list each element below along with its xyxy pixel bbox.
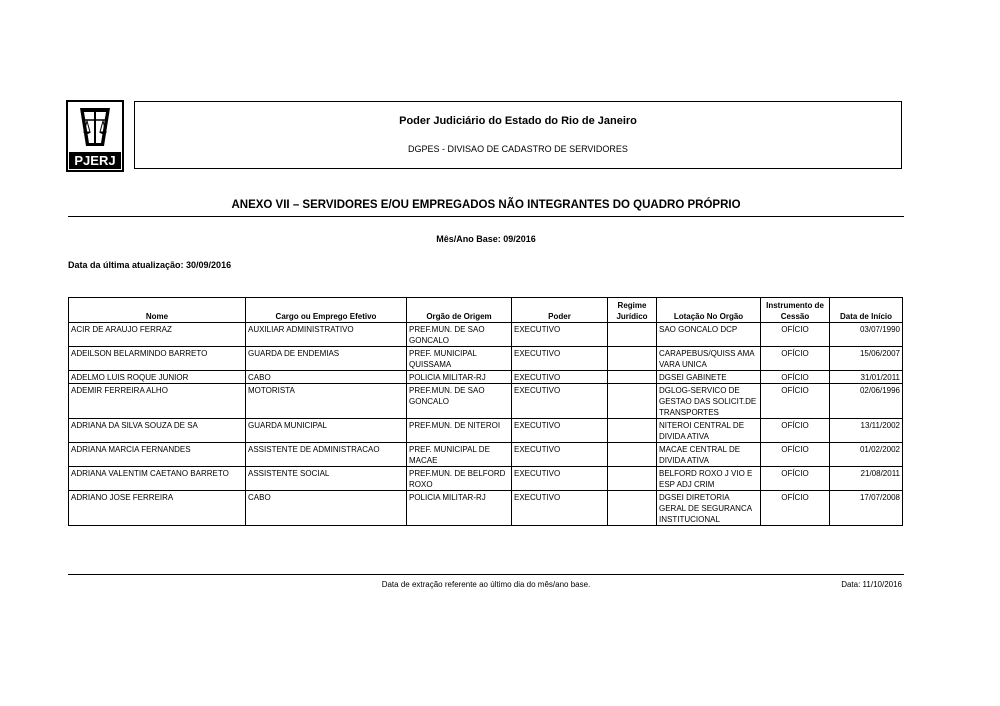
cell-lotacao: MACAE CENTRAL DE DIVIDA ATIVA bbox=[657, 443, 761, 467]
cell-regime bbox=[608, 371, 657, 384]
cell-regime bbox=[608, 467, 657, 491]
cell-nome: ACIR DE ARAUJO FERRAZ bbox=[69, 323, 246, 347]
cell-regime bbox=[608, 384, 657, 419]
cell-instrumento: OFÍCIO bbox=[761, 384, 830, 419]
cell-lotacao: CARAPEBUS/QUISS AMA VARA UNICA bbox=[657, 347, 761, 371]
cell-cargo: CABO bbox=[246, 371, 407, 384]
cell-instrumento: OFÍCIO bbox=[761, 371, 830, 384]
cell-instrumento: OFÍCIO bbox=[761, 347, 830, 371]
cell-regime bbox=[608, 419, 657, 443]
col-regime: Regime Jurídico bbox=[608, 298, 657, 323]
cell-regime bbox=[608, 347, 657, 371]
cell-nome: ADRIANA DA SILVA SOUZA DE SA bbox=[69, 419, 246, 443]
cell-poder: EXECUTIVO bbox=[512, 371, 608, 384]
cell-instrumento: OFÍCIO bbox=[761, 323, 830, 347]
cell-poder: EXECUTIVO bbox=[512, 491, 608, 526]
cell-cargo: ASSISTENTE DE ADMINISTRACAO bbox=[246, 443, 407, 467]
cell-instrumento: OFÍCIO bbox=[761, 443, 830, 467]
header-box bbox=[134, 101, 902, 169]
footer-note: Data de extração referente ao último dia do mês/ano base. bbox=[381, 580, 591, 589]
col-lotacao: Lotação No Orgão bbox=[657, 298, 761, 323]
servers-table bbox=[68, 297, 903, 526]
cell-cargo: GUARDA MUNICIPAL bbox=[246, 419, 407, 443]
cell-regime bbox=[608, 443, 657, 467]
cell-orgao: POLICIA MILITAR-RJ bbox=[407, 491, 512, 526]
cell-nome: ADRIANO JOSE FERREIRA bbox=[69, 491, 246, 526]
cell-data: 03/07/1990 bbox=[830, 323, 903, 347]
cell-poder: EXECUTIVO bbox=[512, 443, 608, 467]
cell-instrumento: OFÍCIO bbox=[761, 467, 830, 491]
annex-title: ANEXO VII – SERVIDORES E/OU EMPREGADOS NÃO INTEGRANTES DO QUADRO PRÓPRIO bbox=[231, 199, 741, 211]
table-row bbox=[69, 491, 903, 526]
col-cargo: Cargo ou Emprego Efetivo bbox=[246, 298, 407, 323]
cell-data: 31/01/2011 bbox=[830, 371, 903, 384]
table-row bbox=[69, 371, 903, 384]
cell-lotacao: BELFORD ROXO J VIO E ESP ADJ CRIM bbox=[657, 467, 761, 491]
table-row bbox=[69, 347, 903, 371]
cell-poder: EXECUTIVO bbox=[512, 323, 608, 347]
table-header-row bbox=[69, 298, 903, 323]
col-instrumento: Instrumento de Cessão bbox=[761, 298, 830, 323]
cell-cargo: CABO bbox=[246, 491, 407, 526]
table-row bbox=[69, 419, 903, 443]
footer-date: Data: 11/10/2016 bbox=[841, 580, 902, 589]
cell-nome: ADEILSON BELARMINDO BARRETO bbox=[69, 347, 246, 371]
table-row bbox=[69, 323, 903, 347]
cell-nome: ADRIANA VALENTIM CAETANO BARRETO bbox=[69, 467, 246, 491]
cell-regime bbox=[608, 491, 657, 526]
logo-text: PJERJ bbox=[74, 153, 116, 168]
cell-cargo: AUXILIAR ADMINISTRATIVO bbox=[246, 323, 407, 347]
cell-nome: ADRIANA MARCIA FERNANDES bbox=[69, 443, 246, 467]
cell-orgao: PREF. MUNICIPAL QUISSAMA bbox=[407, 347, 512, 371]
cell-cargo: MOTORISTA bbox=[246, 384, 407, 419]
base-month: Mês/Ano Base: 09/2016 bbox=[436, 234, 536, 244]
cell-lotacao: DGLOG-SERVICO DE GESTAO DAS SOLICIT.DE TRANSPORTES bbox=[657, 384, 761, 419]
cell-orgao: PREF.MUN. DE SAO GONCALO bbox=[407, 384, 512, 419]
cell-lotacao: NITEROI CENTRAL DE DIVIDA ATIVA bbox=[657, 419, 761, 443]
cell-orgao: PREF.MUN. DE SAO GONCALO bbox=[407, 323, 512, 347]
cell-orgao: PREF.MUN. DE NITEROI bbox=[407, 419, 512, 443]
cell-orgao: POLICIA MILITAR-RJ bbox=[407, 371, 512, 384]
cell-poder: EXECUTIVO bbox=[512, 384, 608, 419]
cell-data: 13/11/2002 bbox=[830, 419, 903, 443]
table-row bbox=[69, 467, 903, 491]
col-nome: Nome bbox=[69, 298, 246, 323]
cell-cargo: GUARDA DE ENDEMIAS bbox=[246, 347, 407, 371]
cell-lotacao: SAO GONCALO DCP bbox=[657, 323, 761, 347]
pjerj-logo bbox=[66, 100, 124, 172]
footer-divider bbox=[68, 574, 904, 575]
cell-cargo: ASSISTENTE SOCIAL bbox=[246, 467, 407, 491]
cell-orgao: PREF.MUN. DE BELFORD ROXO bbox=[407, 467, 512, 491]
cell-lotacao: DGSEI DIRETORIA GERAL DE SEGURANCA INSTITUCIONAL bbox=[657, 491, 761, 526]
cell-poder: EXECUTIVO bbox=[512, 419, 608, 443]
cell-orgao: PREF. MUNICIPAL DE MACAE bbox=[407, 443, 512, 467]
col-data-inicio: Data de Início bbox=[830, 298, 903, 323]
cell-nome: ADELMO LUIS ROQUE JUNIOR bbox=[69, 371, 246, 384]
table-row bbox=[69, 443, 903, 467]
last-update: Data da última atualização: 30/09/2016 bbox=[68, 260, 232, 270]
header-title: Poder Judiciário do Estado do Rio de Janeiro bbox=[399, 115, 637, 127]
cell-data: 17/07/2008 bbox=[830, 491, 903, 526]
cell-poder: EXECUTIVO bbox=[512, 467, 608, 491]
cell-data: 02/06/1996 bbox=[830, 384, 903, 419]
title-divider bbox=[68, 216, 904, 217]
cell-regime bbox=[608, 323, 657, 347]
cell-data: 21/08/2011 bbox=[830, 467, 903, 491]
cell-data: 15/06/2007 bbox=[830, 347, 903, 371]
header-subtitle: DGPES - DIVISAO DE CADASTRO DE SERVIDORES bbox=[408, 144, 628, 154]
cell-lotacao: DGSEI GABINETE bbox=[657, 371, 761, 384]
col-poder: Poder bbox=[512, 298, 608, 323]
cell-data: 01/02/2002 bbox=[830, 443, 903, 467]
table-row bbox=[69, 384, 903, 419]
cell-nome: ADEMIR FERREIRA ALHO bbox=[69, 384, 246, 419]
cell-instrumento: OFÍCIO bbox=[761, 419, 830, 443]
col-orgao-origem: Orgão de Origem bbox=[407, 298, 512, 323]
cell-poder: EXECUTIVO bbox=[512, 347, 608, 371]
cell-instrumento: OFÍCIO bbox=[761, 491, 830, 526]
